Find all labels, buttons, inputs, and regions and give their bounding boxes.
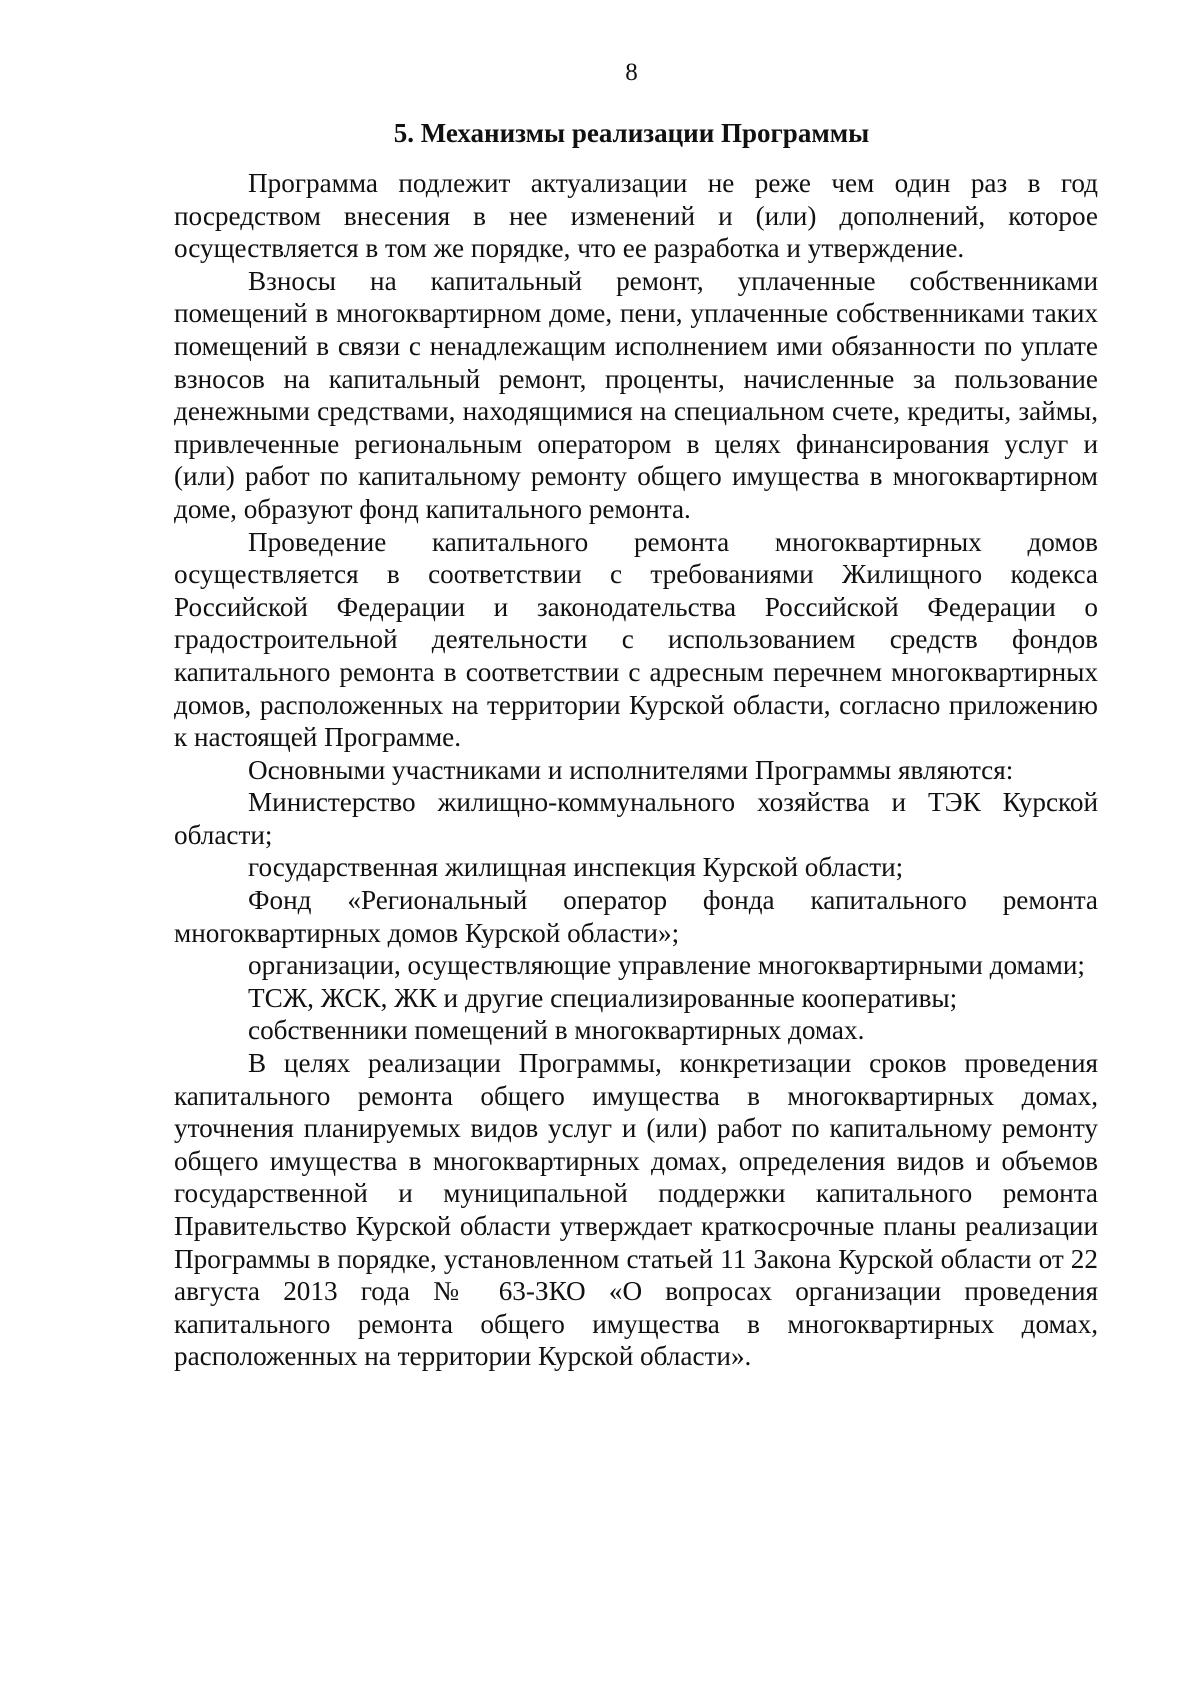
paragraph-short-term-plans: В целях реализации Программы, конкретизации сроков проведения капитального ремонта общего имущества в многоквартирных домах, уточнения планируемых видов услуг и (или) работ по капитальному ремонту общего имущества в многоквартирных домах, определения видов и объемов государственной и муниципальной поддержки капитального ремонта Правительство Курской области утверждает краткосрочные планы реализации Программы в порядке, установленном статьей 11 Закона Курской области от 22 августа 2013 года № 63-ЗКО «О вопросах организации проведения капитального ремонта общего имущества в многоквартирных домах, расположенных на территории Курской области».	[174, 1048, 1098, 1372]
participant-ministry: Министерство жилищно-коммунального хозяйства и ТЭК Курской области;	[174, 787, 1098, 850]
participant-cooperatives: ТСЖ, ЖСК, ЖК и другие специализированные кооперативы;	[248, 982, 958, 1013]
body-text	[174, 167, 1098, 1373]
participant-inspection: государственная жилищная инспекция Курской области;	[248, 852, 904, 883]
participant-owners: собственники помещений в многоквартирных домах.	[248, 1015, 865, 1046]
paragraph-actualization: Программа подлежит актуализации не реже чем один раз в год посредством внесения в нее изменений и (или) дополнений, которое осуществляется в том же порядке, что ее разработка и утверждение.	[174, 168, 1098, 264]
participant-fund: Фонд «Региональный оператор фонда капитального ремонта многоквартирных домов Курской области»;	[174, 885, 1098, 948]
page-number: 8	[625, 59, 638, 86]
paragraph-contributions: Взносы на капитальный ремонт, уплаченные собственниками помещений в многоквартирном доме, пени, уплаченные собственниками таких помещений в связи с ненадлежащим исполнением ими обязанности по уплате взносов на капитальный ремонт, проценты, начисленные за пользование денежными средствами, находящимися на специальном счете, кредиты, займы, привлеченные региональным оператором в целях финансирования услуг и (или) работ по капитальному ремонту общего имущества в многоквартирном доме, образуют фонд капитального ремонта.	[174, 265, 1098, 524]
section-title: 5. Механизмы реализации Программы	[393, 118, 870, 148]
paragraph-repair-conduct: Проведение капитального ремонта многоквартирных домов осуществляется в соответствии с требованиями Жилищного кодекса Российской Федерации и законодательства Российской Федерации о градостроительной деятельности с использованием средств фондов капитального ремонта в соответствии с адресным перечнем многоквартирных домов, расположенных на территории Курской области, согласно приложению к настоящей Программе.	[174, 526, 1098, 753]
paragraph-participants-intro: Основными участниками и исполнителями Программы являются:	[248, 754, 1014, 785]
participant-management-organizations: организации, осуществляющие управление многоквартирными домами;	[248, 950, 1085, 981]
